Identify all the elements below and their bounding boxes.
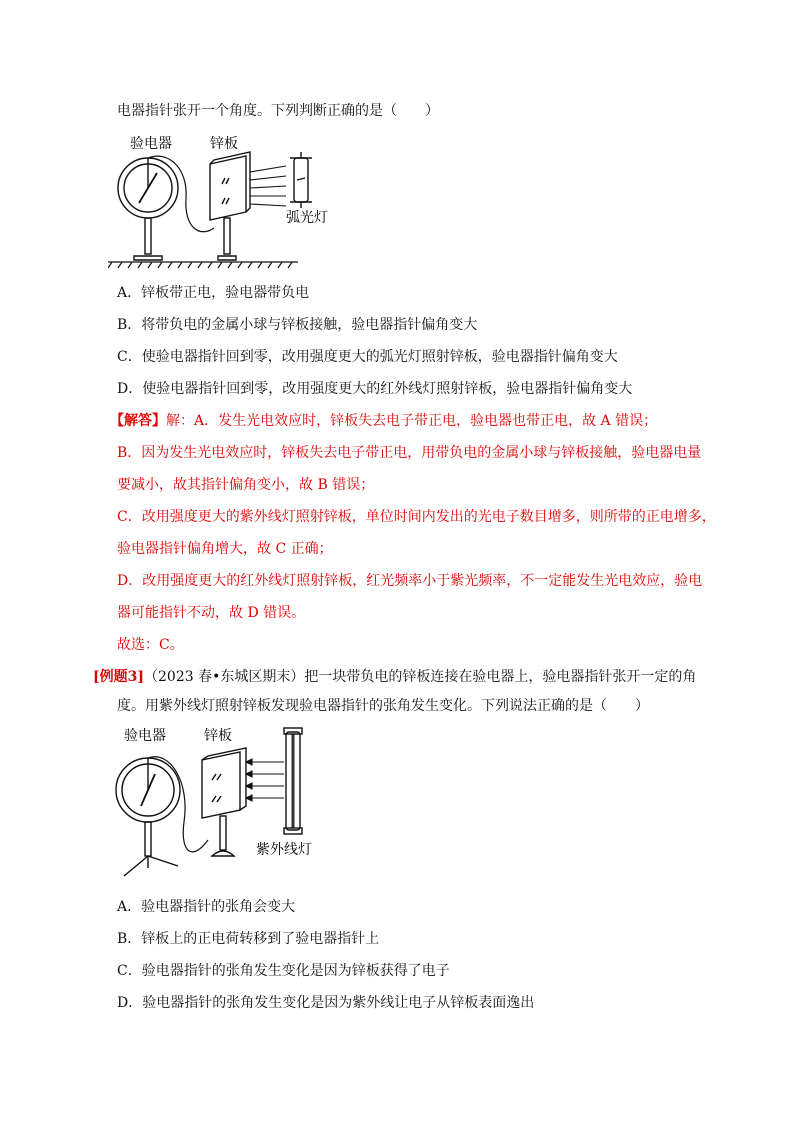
label-zinc-plate: 锌板 [210,136,238,152]
answer-choice: 故选：C。 [117,637,184,653]
answer-line-2: B．因为发生光电效应时，锌板失去电子带正电，用带负电的金属小球与锌板接触，验电器电量 [117,445,702,461]
q3-option-c: C．验电器指针的张角发生变化是因为锌板获得了电子 [117,963,450,979]
uv-light-arrows [246,759,284,801]
q3-option-a: A．验电器指针的张角会变大 [117,899,296,915]
wire [148,156,214,232]
q2-stem-tail: 电器指针张开一个角度。下列判断正确的是（ ） [117,103,439,119]
label-arc-lamp: 弧光灯 [286,210,328,226]
arc-lamp-icon [290,152,312,208]
label-zinc-plate-2: 锌板 [204,728,232,744]
answer-line-7: 器可能指针不动，故 D 错误。 [117,605,306,621]
q2-option-c: C．使验电器指针回到零，改用强度更大的弧光灯照射锌板，验电器指针偏角变大 [117,349,618,365]
answer-tag: 【解答】 [110,413,166,429]
light-rays [250,166,286,206]
q2-option-d: D．使验电器指针回到零，改用强度更大的红外线灯照射锌板，验电器指针偏角变大 [117,381,633,397]
answer-line-6: D．改用强度更大的红外线灯照射锌板，红光频率小于紫光频率，不一定能发生光电效应，验电 [117,573,703,589]
answer-line-4: C．改用强度更大的紫外线灯照射锌板，单位时间内发出的光电子数目增多，则所带的正电增多， [117,509,716,525]
answer-line-3: 要减小，故其指针偏角变小，故 B 错误； [117,477,375,493]
label-electroscope-2: 验电器 [124,728,166,744]
electroscope-icon [118,158,178,260]
q3-stem-line-1: [例题3]（2023 春•东城区期末）把一块带负电的锌板连接在验电器上，验电器指针张开一定的角 [93,669,697,685]
q2-option-b: B．将带负电的金属小球与锌板接触，验电器指针偏角变大 [117,317,478,333]
label-uv-lamp: 紫外线灯 [256,842,312,858]
q3-stem-line-2: 度。用紫外线灯照射锌板发现验电器指针的张角发生变化。下列说法正确的是（ ） [117,698,649,714]
zinc-plate-icon [210,152,250,260]
figure-uv-lamp-experiment [108,722,348,884]
q3-option-d: D．验电器指针的张角发生变化是因为紫外线让电子从锌板表面逸出 [117,995,535,1011]
answer-line-5: 验电器指针偏角增大，故 C 正确； [117,541,333,557]
wire [148,757,208,852]
answer-line-1: 【解答】解：A．发生光电效应时，锌板失去电子带正电，验电器也带正电，故 A 错误； [110,413,658,429]
zinc-plate-icon [202,748,246,856]
q3-option-b: B．锌板上的正电荷转移到了验电器指针上 [117,931,380,947]
electroscope-icon [116,758,180,876]
figure-arc-lamp-experiment [108,128,358,270]
q2-option-a: A．锌板带正电，验电器带负电 [117,285,310,301]
q3-tag: [例题3] [93,669,144,685]
ground [108,262,298,268]
label-electroscope: 验电器 [130,136,172,152]
uv-lamp-icon [284,728,302,834]
